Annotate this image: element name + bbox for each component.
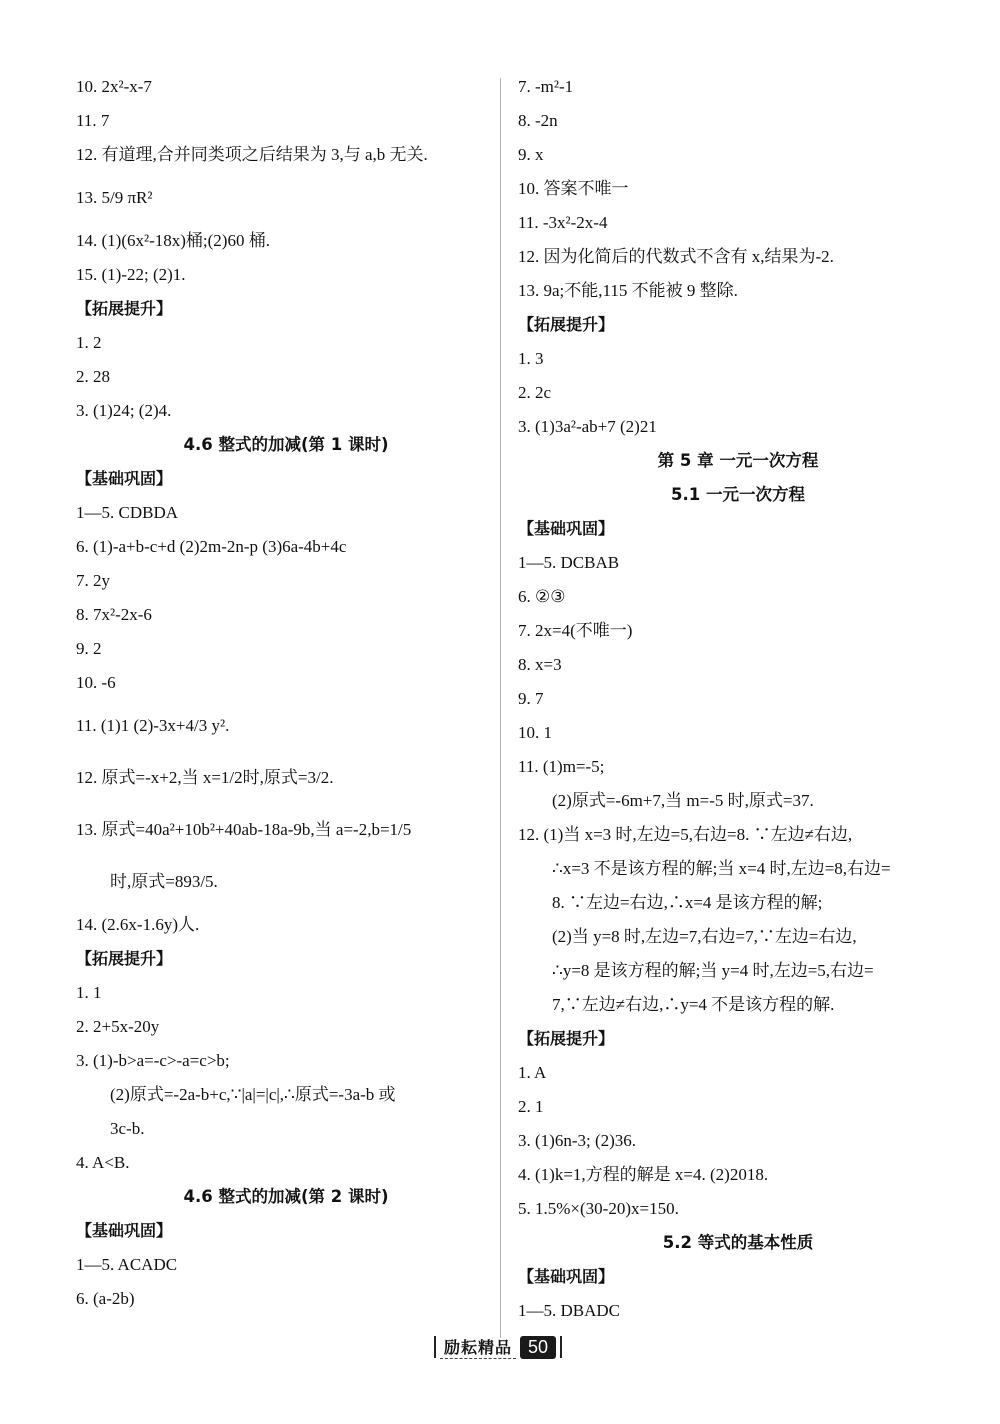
answer-line: 8. -2n	[518, 111, 558, 130]
section-bracket-heading: 【拓展提升】	[76, 949, 173, 968]
answer-line: 5. 1.5%×(30-20)x=150.	[518, 1199, 679, 1218]
answer-line: 6. (1)-a+b-c+d (2)2m-2n-p (3)6a-4b+4c	[76, 537, 347, 556]
lesson-heading: 5.1 一元一次方程	[671, 485, 805, 504]
section-bracket-heading: 【基础巩固】	[518, 1267, 615, 1286]
answer-line: 3. (1)6n-3; (2)36.	[518, 1131, 637, 1150]
answer-line: 14. (1)(6x²-18x)桶;(2)60 桶.	[76, 231, 270, 250]
answer-line: 时,原式=893/5.	[110, 872, 218, 891]
answer-line: 9. 7	[518, 689, 544, 708]
section-bracket-heading: 【基础巩固】	[76, 1221, 173, 1240]
answer-line: 9. x	[518, 145, 544, 164]
answer-line: 9. 2	[76, 639, 102, 658]
answer-line: 7,∵左边≠右边,∴y=4 不是该方程的解.	[552, 995, 835, 1014]
answer-line: 7. 2y	[76, 571, 110, 590]
answer-line: 1. 2	[76, 333, 102, 352]
answer-line: 15. (1)-22; (2)1.	[76, 265, 186, 284]
answer-line: 3. (1)24; (2)4.	[76, 401, 172, 420]
section-bracket-heading: 【拓展提升】	[518, 1029, 615, 1048]
section-bracket-heading: 【基础巩固】	[518, 519, 615, 538]
answer-line: 10. -6	[76, 673, 116, 692]
answer-line: 8. x=3	[518, 655, 562, 674]
answer-line: 1. A	[518, 1063, 547, 1082]
column-divider	[500, 78, 501, 1338]
answer-line: 12. 原式=-x+2,当 x=1/2时,原式=3/2.	[76, 768, 334, 787]
answer-line: 8. ∵左边=右边,∴x=4 是该方程的解;	[552, 893, 823, 912]
answer-line: 10. 1	[518, 723, 552, 742]
answer-line: 7. 2x=4(不唯一)	[518, 621, 633, 640]
lesson-heading: 5.2 等式的基本性质	[662, 1233, 814, 1252]
answer-line: 1—5. CDBDA	[76, 503, 179, 522]
answer-line: 2. 1	[518, 1097, 544, 1116]
answer-line: ∴y=8 是该方程的解;当 y=4 时,左边=5,右边=	[552, 961, 874, 980]
answer-line: (2)当 y=8 时,左边=7,右边=7,∵左边=右边,	[552, 927, 857, 946]
answer-line: 2. 2+5x-20y	[76, 1017, 160, 1036]
section-bracket-heading: 【拓展提升】	[76, 299, 173, 318]
answer-line: 6. ②③	[518, 587, 566, 606]
footer-brand: 励耘精品	[440, 1335, 516, 1359]
answer-line: (2)原式=-6m+7,当 m=-5 时,原式=37.	[552, 791, 814, 810]
answer-line: 1. 3	[518, 349, 544, 368]
answer-line: ∴x=3 不是该方程的解;当 x=4 时,左边=8,右边=	[552, 859, 891, 878]
answer-line: 7. -m²-1	[518, 77, 574, 96]
answer-line: 12. 有道理,合并同类项之后结果为 3,与 a,b 无关.	[76, 145, 428, 164]
answer-line: 13. 5/9 πR²	[76, 188, 153, 207]
answer-line: (2)原式=-2a-b+c,∵|a|=|c|,∴原式=-3a-b 或	[110, 1085, 396, 1104]
chapter-heading: 第 5 章 一元一次方程	[657, 451, 819, 470]
answer-line: 13. 原式=40a²+10b²+40ab-18a-9b,当 a=-2,b=1/5	[76, 820, 412, 839]
lesson-heading: 4.6 整式的加减(第 2 课时)	[183, 1187, 389, 1206]
lesson-heading: 4.6 整式的加减(第 1 课时)	[183, 435, 389, 454]
answer-line: 2. 2c	[518, 383, 552, 402]
answer-line: 6. (a-2b)	[76, 1289, 135, 1308]
section-bracket-heading: 【基础巩固】	[76, 469, 173, 488]
answer-line: 3c-b.	[110, 1119, 145, 1138]
answer-line: 1—5. ACADC	[76, 1255, 178, 1274]
answer-line: 1—5. DCBAB	[518, 553, 620, 572]
footer-bar	[560, 1336, 562, 1358]
answer-line: 8. 7x²-2x-6	[76, 605, 152, 624]
answer-line: 13. 9a;不能,115 不能被 9 整除.	[518, 281, 738, 300]
footer-bar	[434, 1336, 436, 1358]
answer-line: 12. (1)当 x=3 时,左边=5,右边=8. ∵左边≠右边,	[518, 825, 853, 844]
answer-line: 2. 28	[76, 367, 110, 386]
right-column	[518, 70, 958, 1328]
page-footer	[434, 1332, 594, 1362]
answer-line: 4. A<B.	[76, 1153, 130, 1172]
answer-line: 4. (1)k=1,方程的解是 x=4. (2)2018.	[518, 1165, 769, 1184]
answer-line: 11. (1)1 (2)-3x+4/3 y².	[76, 716, 230, 735]
answer-line: 14. (2.6x-1.6y)人.	[76, 915, 200, 934]
answer-line: 12. 因为化简后的代数式不含有 x,结果为-2.	[518, 247, 834, 266]
answer-line: 10. 2x²-x-7	[76, 77, 152, 96]
section-bracket-heading: 【拓展提升】	[518, 315, 615, 334]
answer-line: 11. 7	[76, 111, 110, 130]
answer-line: 1. 1	[76, 983, 102, 1002]
answer-line: 3. (1)-b>a=-c>-a=c>b;	[76, 1051, 230, 1070]
answer-line: 11. (1)m=-5;	[518, 757, 605, 776]
answer-line: 1—5. DBADC	[518, 1301, 621, 1320]
answer-line: 3. (1)3a²-ab+7 (2)21	[518, 417, 657, 436]
page-number: 50	[520, 1336, 556, 1359]
answer-line: 11. -3x²-2x-4	[518, 213, 608, 232]
answer-line: 10. 答案不唯一	[518, 179, 629, 198]
left-column	[76, 70, 496, 1316]
